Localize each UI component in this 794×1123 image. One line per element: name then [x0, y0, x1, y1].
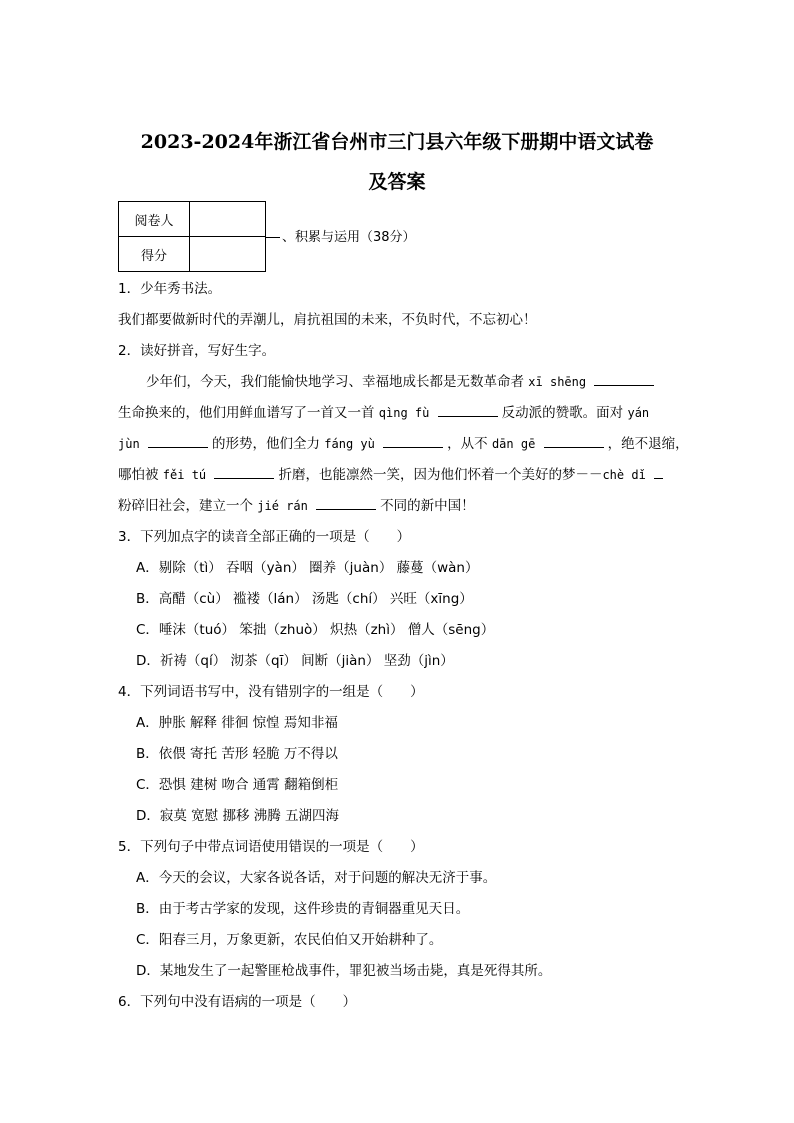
document-title-line1: 2023-2024年浙江省台州市三门县六年级下册期中语文试卷 [140, 131, 654, 153]
pinyin: jùn [118, 437, 140, 451]
q2-line3 [118, 429, 689, 460]
reviewer-cell [190, 202, 266, 237]
q4-option-c: C．恐惧 建树 吻合 通霄 翻箱倒柜 [136, 777, 339, 793]
q2-text: 折磨，也能凛然一笑，因为他们怀着一个美好的梦－－ [278, 467, 603, 483]
section-heading [266, 226, 416, 245]
section-heading-text: 、积累与运用（38分） [282, 230, 416, 245]
score-label: 得分 [119, 237, 190, 272]
pinyin: fáng yù [324, 437, 375, 451]
q6-stem: 6．下列句中没有语病的一项是（ ） [118, 994, 357, 1010]
q5-stem: 5．下列句子中带点词语使用错误的一项是（ ） [118, 839, 424, 855]
q4-option-b: B．依偎 寄托 苦形 轻脆 万不得以 [136, 746, 338, 762]
answer-blank[interactable] [594, 371, 654, 386]
q3-option-b: B．高醋（cù） 褴褛（lán） 汤匙（chí） 兴旺（xīng） [136, 591, 473, 607]
answer-blank[interactable] [148, 433, 208, 448]
q2-line5 [118, 491, 678, 522]
q4-option-a: A．肿胀 解释 徘徊 惊惶 焉知非福 [136, 715, 338, 731]
reviewer-label: 阅卷人 [119, 202, 190, 237]
pinyin: jié rán [257, 499, 308, 513]
q5-option-c: C．阳春三月，万象更新，农民伯伯又开始耕种了。 [136, 932, 443, 948]
q2-text: ，从不 [447, 436, 488, 452]
q3-option-a: A．剔除（tì） 吞咽（yàn） 圈养（juàn） 藤蔓（wàn） [136, 560, 479, 576]
q2-text: 粉碎旧社会，建立一个 [118, 498, 253, 514]
document-body [118, 274, 689, 1018]
document-title-line2: 及答案 [368, 171, 426, 193]
q2-text: 的形势，他们全力 [211, 436, 320, 452]
pinyin: xī shēng [528, 375, 587, 389]
q2-text: ，绝不退缩， [607, 436, 689, 452]
q2-text: 哪怕被 [118, 467, 159, 483]
answer-blank[interactable] [316, 495, 376, 510]
q2-text: 生命换来的，他们用鲜血谱写了一首又一首 [118, 405, 375, 421]
q2-stem: 2．读好拼音，写好生字。 [118, 343, 276, 359]
score-cell [190, 237, 266, 272]
answer-blank[interactable] [214, 464, 274, 479]
q2-text: 反动派的赞歌。面对 [501, 405, 624, 421]
pinyin: chè dǐ [602, 468, 646, 482]
pinyin: dān gē [491, 437, 536, 451]
q4-stem: 4．下列词语书写中，没有错别字的一组是（ ） [118, 684, 424, 700]
q2-line4 [118, 460, 678, 491]
answer-blank[interactable] [654, 464, 663, 479]
pinyin: yán [627, 406, 650, 420]
q3-option-d: D．祈祷（qí） 沏茶（qī） 间断（jiàn） 坚劲（jìn） [136, 653, 454, 669]
q1-stem: 1．少年秀书法。 [118, 281, 222, 297]
answer-blank[interactable] [383, 433, 443, 448]
answer-blank[interactable] [544, 433, 604, 448]
q1-text: 我们都要做新时代的弄潮儿，肩抗祖国的未来，不负时代，不忘初心！ [118, 312, 537, 328]
q5-option-d: D．某地发生了一起警匪枪战事件，罪犯被当场击毙，真是死得其所。 [136, 963, 552, 979]
q4-option-d: D．寂莫 宽慰 挪移 沸腾 五湖四海 [136, 808, 340, 824]
q3-option-c: C．唾沫（tuó） 笨拙（zhuò） 炽热（zhì） 僧人（sēng） [136, 622, 495, 638]
q3-stem: 3．下列加点字的读音全部正确的一项是（ ） [118, 529, 411, 545]
section-dash [266, 237, 280, 238]
q5-option-a: A．今天的会议，大家各说各话，对于问题的解决无济于事。 [136, 870, 497, 886]
pinyin: fěi tú [162, 468, 207, 482]
q2-text: 少年们，今天，我们能愉快地学习、幸福地成长都是无数革命者 [146, 374, 524, 390]
q5-option-b: B．由于考古学家的发现，这件珍贵的青铜器重见天日。 [136, 901, 470, 917]
q2-text: 不同的新中国！ [380, 498, 475, 514]
pinyin: qìng fù [378, 406, 430, 420]
answer-blank[interactable] [438, 402, 498, 417]
q2-line2 [118, 398, 678, 429]
score-table [118, 201, 266, 272]
q2-line1 [118, 367, 678, 398]
